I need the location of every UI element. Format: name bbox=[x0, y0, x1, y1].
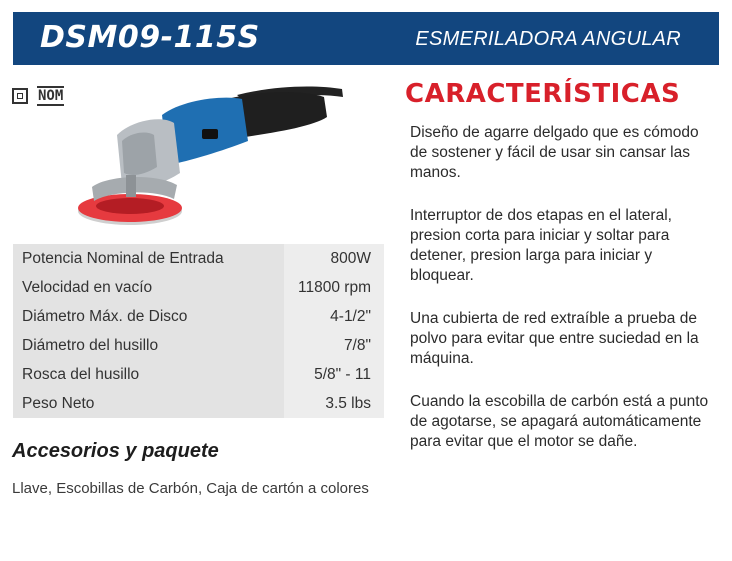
double-insulation-icon bbox=[12, 88, 28, 104]
spec-label: Peso Neto bbox=[13, 389, 284, 418]
spec-label: Diámetro del husillo bbox=[13, 331, 284, 360]
spec-label: Diámetro Máx. de Disco bbox=[13, 302, 284, 331]
features-list bbox=[410, 123, 718, 475]
spec-label: Potencia Nominal de Entrada bbox=[13, 244, 284, 273]
spec-value: 7/8" bbox=[284, 331, 384, 360]
table-row bbox=[13, 273, 384, 302]
spec-value: 11800 rpm bbox=[284, 273, 384, 302]
feature-item: Una cubierta de red extraíble a prueba de polvo para evitar que entre suciedad en la máquina. bbox=[410, 310, 699, 367]
header-bar bbox=[13, 12, 719, 65]
specs-table bbox=[13, 244, 384, 418]
accessories-text: Llave, Escobillas de Carbón, Caja de cartón a colores bbox=[12, 480, 369, 497]
table-row bbox=[13, 360, 384, 389]
angle-grinder-image bbox=[62, 75, 352, 235]
nom-mark: NOM bbox=[38, 88, 64, 104]
spec-label: Rosca del husillo bbox=[13, 360, 284, 389]
spec-value: 5/8" - 11 bbox=[284, 360, 384, 389]
spec-value: 800W bbox=[284, 244, 384, 273]
features-title: CARACTERÍSTICAS bbox=[405, 79, 681, 109]
feature-item: Interruptor de dos etapas en el lateral, presion corta para iniciar y soltar para detener, presion larga para iniciar y bloquear. bbox=[410, 207, 672, 284]
table-row bbox=[13, 389, 384, 418]
feature-item: Diseño de agarre delgado que es cómodo de sostener y fácil de usar sin cansar las manos. bbox=[410, 124, 699, 181]
spec-value: 3.5 lbs bbox=[284, 389, 384, 418]
table-row bbox=[13, 302, 384, 331]
certification-marks bbox=[12, 85, 64, 107]
table-row bbox=[13, 244, 384, 273]
product-type: ESMERILADORA ANGULAR bbox=[415, 28, 681, 50]
feature-item: Cuando la escobilla de carbón está a punto de agotarse, se apagará automáticamente para evitar que el motor se dañe. bbox=[410, 393, 709, 450]
table-row bbox=[13, 331, 384, 360]
spec-value: 4-1/2" bbox=[284, 302, 384, 331]
spec-label: Velocidad en vacío bbox=[13, 273, 284, 302]
accessories-title: Accesorios y paquete bbox=[12, 440, 219, 462]
model-title: DSM09-115S bbox=[40, 20, 260, 55]
